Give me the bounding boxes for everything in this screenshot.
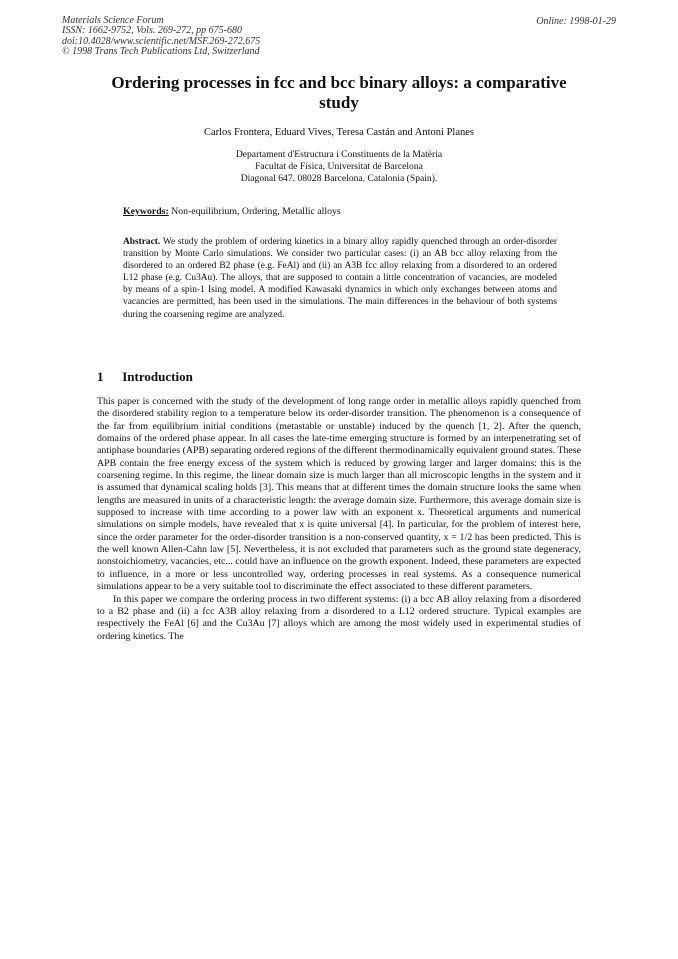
- abstract-label: Abstract.: [123, 237, 161, 247]
- copyright-line: © 1998 Trans Tech Publications Ltd, Switzerland: [62, 45, 260, 57]
- section-title: Introduction: [122, 369, 193, 384]
- affiliation-line: Diagonal 647. 08028 Barcelona. Catalonia (Spain).: [240, 173, 438, 185]
- affiliation-line: Facultat de Física, Universitat de Barcelona: [255, 161, 423, 173]
- body-paragraph: This paper is concerned with the study of the development of long range order in metallic alloys rapidly quenched from the disordered stability region to a temperature below its order-disorder transition. The phenomenon is a consequence of the far from equilibrium initial conditions (metastable or unstable) induced by the quench [1, 2]. After the quench, domains of the ordered phase appear. In all cases the late-time emerging structure is formed by an interpenetrating set of antiphase boundaries (APB) separating ordered regions of the different thermodinamically equivalent ground states. These APB contain the free energy excess of the system which is reduced by growing larger and larger domains: this is the coarsening regime. In this regime, the linear domain size is much larger than all microscopic lengths in the system and it is assumed that dynamical scaling holds [3]. This means that at different times the domain structure looks the same when lengths are measured in units of a characteristic length: the average domain size. Furthermore, this average domain size is supposed to increase with time according to a power law with an exponent x. Theoretical arguments and numerical simulations on simple models, have revealed that x is quite universal [4]. In particular, for the problem of interest here, since the order parameter for the order-disorder transition is a non-conserved quantity, x = 1/2 has been predicted. This is the well known Allen-Cahn law [5]. Nevertheless, it is not excluded that parameters such as the ground state degeneracy, nonstoichiometry, vacancies, etc... could have an influence on the growth exponent. Indeed, these parameters are expected to influence, in a more or less uncontrolled way, ordering processes in real systems. As a consequence numerical simulations appear to be a very suitable tool to discriminate the effect associated to these different parameters.: [97, 396, 581, 593]
- journal-header: [62, 16, 342, 57]
- author-list: Carlos Frontera, Eduard Vives, Teresa Castán and Antoni Planes: [203, 127, 475, 138]
- body-paragraph: In this paper we compare the ordering process in two different systems: (i) a bcc AB alloy relaxing from a disordered to a B2 phase and (ii) a fcc A3B alloy relaxing from a disordered to a L12 ordered structure. Typical examples are respectively the FeAl [6] and the Cu3Au [7] alloys which are among the most widely used in experimental studies of ordering kinetics. The: [97, 593, 581, 642]
- online-date: Online: 1998-01-29: [536, 16, 616, 27]
- abstract: [123, 236, 557, 321]
- abstract-text: We study the problem of ordering kinetics in a binary alloy rapidly quenched through an order-disorder transition by Monte Carlo simulations. We consider two particular cases: (i) an AB bcc alloy relaxing from the disordered to an ordered B2 phase (e.g. FeAl) and (ii) an A3B fcc alloy relaxing from a disordered to an ordered L12 phase (e.g. Cu3Au). The alloys, that are supposed to contain a little concentration of vacancies, are modeled by means of a spin-1 Ising model. A modified Kawasaki dynamics in which only exchanges between atoms and vacancies are permitted, has been used in the simulations. The main differences in the behaviour of both systems during the coarsening regime are analyzed.: [123, 237, 557, 320]
- paper-title: Ordering processes in fcc and bcc binary alloys: a comparative study: [111, 73, 567, 112]
- introduction-body: [97, 396, 581, 643]
- section-heading: [97, 369, 193, 385]
- affiliation-line: Departament d'Estructura i Constituents de la Matèria: [235, 149, 443, 160]
- affiliation: [100, 149, 578, 186]
- issn-line: ISSN: 1662-9752, Vols. 269-272, pp 675-680: [62, 25, 242, 37]
- keywords-label: Keywords:: [123, 206, 169, 217]
- keywords: [123, 206, 341, 217]
- doi-line: doi:10.4028/www.scientific.net/MSF.269-272.675: [62, 35, 261, 47]
- journal-name: Materials Science Forum: [62, 15, 164, 26]
- keywords-list: Non-equilibrium, Ordering, Metallic alloys: [171, 206, 341, 217]
- section-number: 1: [97, 369, 104, 384]
